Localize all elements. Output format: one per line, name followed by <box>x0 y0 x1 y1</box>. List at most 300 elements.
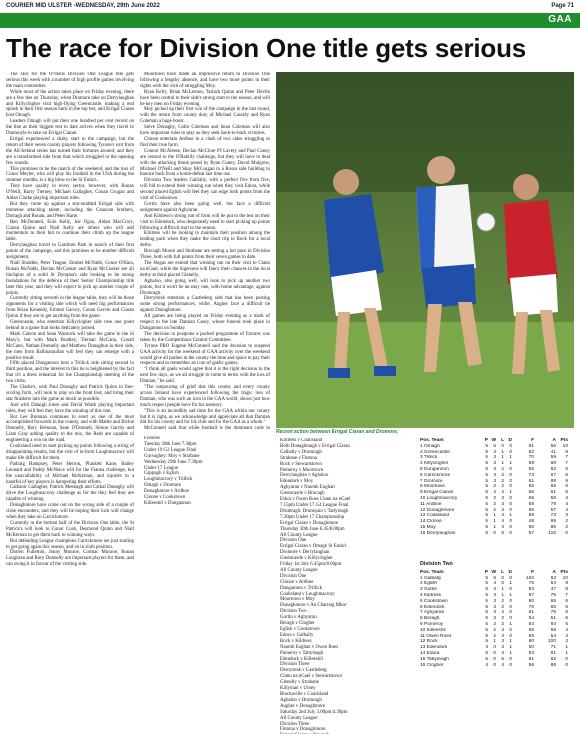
table-cell: 1 <box>501 461 504 467</box>
table-cell: 1 <box>509 592 512 598</box>
table-cell: 0 <box>493 530 496 536</box>
table-cell: 7 <box>565 461 568 467</box>
table-cell: 3 <box>493 592 496 598</box>
table-cell: 61 <box>528 478 534 484</box>
table-cell: 7 <box>565 592 568 598</box>
table-cell: 51 <box>550 616 556 622</box>
table-cell: 5 <box>493 443 496 449</box>
paragraph: Division Two leaders Galbally, with a perfect five from five, will bid to extend their winning run when they visit Edora, while second placed Eglish will feel they can edge both points from the visit of Cookstown. <box>140 178 270 202</box>
table-cell: 47 <box>550 587 556 593</box>
paragraph: "I think all gaels would agree that it is the right decision to the next few days, as we all struggle to come to terms with the loss of Damian," he said. <box>140 367 270 385</box>
paragraph: Division Three <box>280 721 310 727</box>
match-photo <box>276 72 574 428</box>
table-cell: 7 Dromore <box>420 478 443 484</box>
paragraph: Edendork v Killeeshil <box>280 656 323 662</box>
table-cell: 5 <box>485 478 488 484</box>
table-cell: 0 <box>509 507 512 513</box>
table-cell: 2 Greencastle <box>420 449 450 455</box>
paragraph: Brocagh Moore and Strabane are setting a hot pace in Division Three, both with full points from their seven games to date. <box>140 249 270 261</box>
paragraph: Omagh v Dromore <box>144 483 181 489</box>
table-cell: 60 <box>550 461 556 467</box>
paragraph: Loughmacrory v Trillick <box>144 477 193 483</box>
paragraph: All County League <box>280 567 318 573</box>
table-cell: 4 <box>493 449 496 455</box>
paragraph: Under 17 League <box>144 465 178 471</box>
table-cell: 5 <box>501 530 504 536</box>
table-cell: 3 <box>493 472 496 478</box>
table-cell: 1 <box>509 639 512 645</box>
table-cell: 0 <box>509 627 512 633</box>
table-cell: 0 <box>509 610 512 616</box>
table-cell: 61 <box>550 490 556 496</box>
table-cell: 0 <box>509 519 512 525</box>
paragraph: Edendork v Moy <box>280 479 314 485</box>
paragraph: While most of the action takes place on Friday evening, there are a few ties on Thursday, when Dromore take on Derrylaughan and Killyclogher visit high-flying Greencastle, making a real splash in their first season back in the top tier, and Errigal Ciaran host Omagh. <box>6 89 134 119</box>
table-cell: 57 <box>550 507 556 513</box>
table-cell: 5 <box>485 501 488 507</box>
table-cell: 5 <box>485 484 488 490</box>
table-cell: 3 <box>501 507 504 513</box>
article-column-1 <box>6 72 134 734</box>
paragraph: Eskra v Owen Roes Clann na nGael <box>280 497 351 503</box>
paragraph: They have quality in every sector, however, with Ronan O'Neill, Barry Tierney, Michael Gallagher, Conan Grugan and Aidan Clarke playing important roles. <box>6 184 134 202</box>
table-cell: 82 <box>550 656 556 662</box>
paragraph: Killyman v Urney <box>280 686 316 692</box>
table-cell: 5 <box>485 621 488 627</box>
table-cell: 0 <box>565 530 568 536</box>
table-cell: 0 <box>509 443 512 449</box>
paragraph: Kildress v Coalisland <box>280 438 323 443</box>
table-cell: 1 <box>565 650 568 656</box>
table-cell: 70 <box>528 455 534 461</box>
paragraph: The Clarke's, with Paul Donaghy and Patrick Quinn in fine-scoring form, will look to play on the front foot, and bring their star finishers into the game as much as possible. <box>6 385 134 402</box>
table-cell: 3 <box>493 616 496 622</box>
table-cell: 2 <box>501 472 504 478</box>
paragraph: Padraig Hampsey, Peter Herron, Plunkett Kane, Bailey Leonard and Paddy McNeice will for the Fianna challenge, but the unavailability of Michael McKernan, and injuries to a handful of key players is hampering their efforts. <box>6 461 134 485</box>
table-cell: 73 <box>550 513 556 519</box>
table-cell: 81 <box>528 610 534 616</box>
table-cell: 5 <box>485 466 488 472</box>
table-cell: 55 <box>528 633 534 639</box>
table-cell: 4 <box>501 662 504 668</box>
table-cell: W <box>491 569 496 575</box>
table-cell: 69 <box>550 478 556 484</box>
table-cell: 76 <box>528 604 534 610</box>
league-table-division-two <box>420 562 574 668</box>
paragraph: All County League <box>280 532 318 538</box>
table-cell: 4 Killyclogher <box>420 461 449 467</box>
paragraph: Beragh v Clogher <box>280 621 315 627</box>
table-cell: 41 <box>550 449 556 455</box>
table-cell: 0 <box>509 449 512 455</box>
table-cell: 6 Carrickmore <box>420 472 451 478</box>
table-cell: 1 <box>509 621 512 627</box>
paragraph: Moortown have made an impressive return to Division One following a lengthy absence, and have two more points in their sights with the visit of struggling Moy. <box>140 72 270 89</box>
masthead <box>6 0 574 11</box>
table-cell: 65 <box>550 484 556 490</box>
paragraph: Errigal Ciaran v Omagh St Enda's <box>280 544 347 550</box>
table-cell: 5 <box>485 656 488 662</box>
paragraph: Donaghmore v An Charraig Mhor <box>280 603 347 609</box>
paragraph: Tuesday 28th June 7.30pm <box>144 441 197 447</box>
paragraph: Aghyaran v Naomh Eoghan <box>280 485 335 491</box>
paragraph: Gortin v Aghyaran <box>280 615 317 621</box>
paragraph: Currently sitting seventh in the league table, they will be those opponents for a visiting side which will need big performances from Brian Kennedy, Emmet Garvey, Conan Gervin and Ciaran Quinn if they are to get anything from the game. <box>6 296 134 320</box>
table-cell: 8 <box>565 587 568 593</box>
paragraph: Leaders Omagh will put their one hundred per cent record on the line as their biggest test to date arrives when they travel to Dunmoyle to take on Errigal Ciaran. <box>6 119 134 137</box>
paragraph: Pomeroy v Tattyreagh <box>280 650 324 656</box>
table-cell: 3 <box>493 610 496 616</box>
table-cell: 2 <box>501 621 504 627</box>
paragraph: Killeeshil v Dungannon <box>144 500 191 506</box>
table-cell: 10 Killeeshil <box>420 627 446 633</box>
table-cell: F <box>531 569 534 575</box>
table-cell: 6 <box>565 604 568 610</box>
table-cell: 5 <box>485 507 488 513</box>
table-cell: 2 <box>501 598 504 604</box>
table-cell: 1 <box>509 581 512 587</box>
table-cell: 2 <box>501 610 504 616</box>
paragraph: Mark Carson and Sean Warnock will take the game to the St Mary's, but with Mark Bradley, Tiernan McCann, Conall McCann, Nathan Donnelly and Matthew Donaghue in their side, the men from Ballinamullan will feel they can emerge with a positive result. <box>6 331 134 361</box>
table-cell: 0 <box>501 443 504 449</box>
table-cell: 4 <box>485 662 488 668</box>
table-cell: 6 <box>565 598 568 604</box>
photo-caption: Recent action between Errigal Ciaran and Dromore. <box>276 429 399 435</box>
table-cell: 13 Edendork <box>420 645 448 651</box>
table-cell: 5 <box>565 490 568 496</box>
table-cell: 2 <box>501 616 504 622</box>
table-cell: 5 <box>485 610 488 616</box>
table-cell: 3 <box>493 461 496 467</box>
paragraph: But Lee Brennan continues to exert as one of the most accomplished forwards in the county, and with Mattie and Richie Donnelly, Rory Brennan, Sean O'Donnell, Simon Garrity and Liam Gray adding quality to the mix, the Reds are capable of engineering a win on the road. <box>6 414 134 444</box>
table-cell: 48 <box>528 519 534 525</box>
table-cell: F <box>531 438 534 443</box>
table-cell: 82 <box>528 449 534 455</box>
paragraph: Darren Fullerton, Jonny Munroe, Cormac Munroe, Ronan Loughran and Rory Donnelly are important players for them, and can swing it in favour of the visiting side. <box>6 550 134 568</box>
table-cell: 10 <box>562 575 568 581</box>
table-cell: Pts <box>560 438 568 443</box>
table-cell: 9 Errigal Ciaran <box>420 490 454 496</box>
paragraph: Dungannon v Trillick <box>280 585 323 591</box>
paragraph: And with Dalaigh Jones and David Walsh playing important roles, they will feel they have the winning of this one. <box>6 402 134 414</box>
table-cell: 2 <box>501 478 504 484</box>
table-cell: 11 Owen Roes <box>420 633 452 639</box>
paragraph: Fintona v Donaghmore <box>280 727 326 733</box>
table-cell: 15 Tattyreagh <box>420 656 449 662</box>
table-cell: 84 <box>528 587 534 593</box>
paragraph: Augher v Donaghmore <box>280 703 326 709</box>
paragraph: Cathaoir Gallagher, Patrick Meenagh and Cathal Donaghy will drive the Loughmacrory challenge as for the they feel they are capable of winning. <box>6 485 134 503</box>
table-cell: 10 <box>562 443 568 449</box>
table-cell: 3 <box>493 478 496 484</box>
paragraph: Kildress will be looking to maintain their position among the leading pack when they make the short trip to Rock for a local derby. <box>140 231 270 249</box>
fixtures-column <box>140 436 270 734</box>
paragraph: The race for the O'Neills Division One League title gets serious this week with a number of high profile games involving the main contenders. <box>6 72 134 89</box>
table-cell: 1 Omagh <box>420 443 440 449</box>
table-cell: 50 <box>528 645 534 651</box>
table-cell: 2 <box>493 484 496 490</box>
paragraph: Both Donaghmagh v Errigal Ciaran <box>280 443 350 449</box>
page-number: Page 71 <box>551 3 574 9</box>
paragraph: Clonoe v Ardboe <box>280 579 314 585</box>
table-cell: 2 <box>493 627 496 633</box>
paragraph: Division One <box>280 538 307 544</box>
table-cell: 0 <box>565 662 568 668</box>
paragraph: Gurvaghey: Moy v Strabane <box>144 453 200 459</box>
table-cell: 5 <box>485 461 488 467</box>
table-cell: 14 Clonoe <box>420 519 442 525</box>
table-cell: 14 Edora <box>420 650 440 656</box>
section-label: GAA <box>548 14 572 25</box>
table-cell: A <box>552 569 556 575</box>
table-cell: 3 <box>493 455 496 461</box>
league-table-division-one <box>420 438 574 537</box>
table-cell: Pts <box>560 569 568 575</box>
paragraph: Donaghmore have come out on the wrong side of a couple of close encounters, and they will be hoping their luck will change when they take on Carrickmore. <box>6 503 134 520</box>
table-cell: 69 <box>528 461 534 467</box>
table-cell: 1 <box>509 650 512 656</box>
table-cell: 5 <box>485 519 488 525</box>
paragraph: Coalisland v Loughmacrory <box>280 591 335 597</box>
paragraph: Rock v Stewartstown <box>280 461 322 467</box>
paragraph: Under 19 G2 League Final <box>144 447 197 453</box>
table-cell: 4 <box>501 524 504 530</box>
table-cell: 13 Coalisland <box>420 513 450 519</box>
table-cell: 56 <box>528 662 534 668</box>
paragraph: This promises to be the match of the weekend, and the loss of Conor Meyler, who will play his football in the USA during the summer months, is a big blow to the St Enda's. <box>6 166 134 184</box>
paragraph: "This is an incredibly sad time for the GAA within our county but it is right, as we acknowledge and appreciate all that Damian did for his county and for his club and for the GAA as a whole." <box>140 408 270 426</box>
table-title: Division Two <box>420 561 453 567</box>
table-cell: A <box>552 438 556 443</box>
table-cell: 2 <box>493 495 496 501</box>
paragraph: Derrytresk entertain a Castlederg side that has been posting some strong performances, while, Augher face a difficult tie against Donaghmore. <box>140 296 270 314</box>
article-column-2 <box>140 72 270 432</box>
table-cell: 4 <box>485 645 488 651</box>
paragraph: The Hogas are extend that winning run on their visit to Clann na nGael, while the Sigersons will fancy their chances in the local derby at third placed Glenelly. <box>140 261 270 278</box>
paragraph: Naomh Eoghan v Owen Roes <box>280 644 339 650</box>
table-cell: 7 Aghyaran <box>420 610 445 616</box>
paragraph: Eglish v Cookstown <box>280 627 320 632</box>
table-cell: 81 <box>550 650 556 656</box>
table-cell: 79 <box>550 501 556 507</box>
table-cell: 2 <box>501 466 504 472</box>
section-bar <box>0 13 580 28</box>
fixtures-column-2 <box>276 438 416 734</box>
paragraph: Thursday 30th June 6.45/8.00pm <box>280 526 345 532</box>
headline: The race for Division One title gets serious <box>6 33 527 63</box>
paragraph: Rock v Kildress <box>280 638 312 644</box>
table-cell: 5 <box>485 524 488 530</box>
table-cell: 3 <box>501 639 504 645</box>
table-cell: 3 <box>493 604 496 610</box>
table-cell: 4 <box>493 581 496 587</box>
paragraph: Division One <box>280 573 307 579</box>
table-cell: 5 <box>485 530 488 536</box>
table-cell: 5 <box>485 455 488 461</box>
paragraph <box>276 733 416 734</box>
masthead-issue: COURIER MID ULSTER -WEDNESDAY, 29th June 2022 <box>6 3 160 9</box>
table-cell: 1 <box>493 524 496 530</box>
table-cell: 5 <box>485 627 488 633</box>
table-cell: 59 <box>550 455 556 461</box>
table-cell: 73 <box>528 472 534 478</box>
table-cell: 3 <box>501 627 504 633</box>
table-cell: 55 <box>528 627 534 633</box>
table-cell: 6 <box>565 472 568 478</box>
table-cell: 2 <box>493 621 496 627</box>
table-cell: 12 Donaghmore <box>420 507 455 513</box>
table-cell: 2 <box>493 501 496 507</box>
paragraph: Saturday 2nd July 3.00pm/4.30pm <box>280 709 348 715</box>
table-cell: 62 <box>550 466 556 472</box>
paragraph: Strabane v Fintona <box>280 455 317 461</box>
paragraph: Galbally v Drumragh <box>280 449 322 455</box>
paragraph: But they come up against a star-studded Errigal side with immense attacking talent, including the Canavan brothers, Darragh and Ronan, and Peter Harte. <box>6 201 134 219</box>
paragraph: Division Two <box>280 609 307 615</box>
table-cell: 54 <box>528 616 534 622</box>
table-cell: 2 <box>493 633 496 639</box>
table-cell: 0 <box>509 587 512 593</box>
table-cell: 65 <box>528 484 534 490</box>
table-cell: 2 <box>493 507 496 513</box>
paragraph: Connor McAleese, Declan McClure PJ Lavery and Paul Coney are central to the O'Rahilly challenge, but they will have to deal with the attacking threat posed by Ryan Coney, David Mulgrew, Michael O'Neill and Shay McGuigan in a Rossa side building to bounce back from a home-defeat last time out. <box>140 148 270 178</box>
paragraph: All County League <box>280 715 318 721</box>
table-cell: 2 <box>501 490 504 496</box>
table-cell: 0 <box>493 656 496 662</box>
table-cell: 1 <box>493 513 496 519</box>
table-cell: 0 <box>565 656 568 662</box>
table-cell: 68 <box>550 604 556 610</box>
table-cell: 76 <box>528 581 534 587</box>
table-row <box>420 531 574 537</box>
paragraph: Moy picked up their first win of the campaign in the last round, with the return from county duty of Michael Cassidy and Ryan Coleman a huge boost. <box>140 107 270 125</box>
table-cell: 56 <box>528 524 534 530</box>
paragraph: The decision to postpone a packed programme of fixtures was taken by the Competitions Control Committee. <box>140 331 270 343</box>
table-cell: 0 <box>509 466 512 472</box>
table-cell: 7 <box>565 455 568 461</box>
paragraph: Aghaloo, also going well, will look to pick up another two points, but it won't be an easy one, with home advantage, against Drumragh. <box>140 278 270 296</box>
table-cell: 9 <box>565 581 568 587</box>
table-cell: 4 Kildress <box>420 592 442 598</box>
table-cell: 67 <box>550 472 556 478</box>
paragraph: Glenelly v Strabane <box>280 680 319 686</box>
table-cell: 0 <box>509 472 512 478</box>
table-cell: D <box>508 438 512 443</box>
paragraph: Greencastle, who entertain Killyclogher side rose one point behind in a game that looks delicately poised. <box>6 320 134 331</box>
table-cell: 58 <box>550 495 556 501</box>
table-cell: 0 <box>501 581 504 587</box>
table-cell: 5 <box>485 575 488 581</box>
paragraph: Fixtures <box>144 436 161 441</box>
table-cell: 1 <box>509 490 512 496</box>
table-cell: 1 <box>509 461 512 467</box>
paragraph: Edora v Galbally <box>280 632 314 638</box>
paragraph: Brackaville v Coalisland <box>280 691 329 697</box>
table-cell: 6 <box>565 478 568 484</box>
table-cell: 0 <box>509 633 512 639</box>
table-cell: L <box>501 438 504 443</box>
table-cell: 3 <box>565 513 568 519</box>
table-cell: 12 Rock <box>420 639 438 645</box>
table-cell: 4 <box>565 507 568 513</box>
paragraph: Dromore v Derrylaughan <box>280 550 330 556</box>
table-cell: 56 <box>528 507 534 513</box>
table-cell: 85 <box>550 524 556 530</box>
table-cell: 5 <box>485 592 488 598</box>
table-cell: D <box>508 569 512 575</box>
table-cell: 3 <box>493 598 496 604</box>
paragraph: Drumragh: Drumquin v Tattyreagh <box>280 508 349 514</box>
table-cell: 4 <box>493 587 496 593</box>
table-cell: 5 <box>485 598 488 604</box>
table-cell: 56 <box>550 443 556 449</box>
table-cell: 61 <box>528 656 534 662</box>
table-cell: 2 <box>565 519 568 525</box>
table-cell: 65 <box>550 598 556 604</box>
table-cell: 75 <box>550 592 556 598</box>
table-cell: 0 <box>509 530 512 536</box>
paragraph: Wednesday 29th June 7.30pm <box>144 459 203 465</box>
table-cell: 5 <box>485 449 488 455</box>
table-cell: 5 <box>485 495 488 501</box>
paragraph: Ben McDonnell, Eoin Kelly, Joe Oguz, Aidan MacCrory, Ciaran Quinn and Niall Kelly are others who will add momentum to their bid to continue their climb up the league table. <box>6 219 134 243</box>
table-cell: 3 <box>501 501 504 507</box>
table-cell: 5 <box>485 472 488 478</box>
table-cell: 1 <box>501 455 504 461</box>
table-cell: 5 <box>485 581 488 587</box>
table-cell: 0 <box>509 478 512 484</box>
table-cell: 0 <box>493 650 496 656</box>
table-cell: 3 <box>501 645 504 651</box>
table-cell: 100 <box>547 639 556 645</box>
table-cell: 0 <box>509 575 512 581</box>
table-cell: 16 Clogher <box>420 662 444 668</box>
table-cell: 5 Cookstown <box>420 598 448 604</box>
table-cell: 6 Edendork <box>420 604 445 610</box>
table-cell: 4 <box>501 519 504 525</box>
table-cell: 5 <box>485 604 488 610</box>
table-cell: 63 <box>550 575 556 581</box>
table-cell: 6 <box>565 610 568 616</box>
table-row <box>420 663 574 669</box>
table-cell: 8 Beragh <box>420 616 440 622</box>
table-cell: 16 Derrylaughan <box>420 530 456 536</box>
table-cell: 1 <box>493 639 496 645</box>
table-cell: 110 <box>548 530 556 536</box>
table-cell: 5 <box>485 650 488 656</box>
paragraph: Derrylaughan v Aghaloo <box>280 473 329 479</box>
table-cell: 3 <box>493 466 496 472</box>
paragraph: Aghaloo v Drumragh <box>280 697 322 703</box>
table-cell: 54 <box>550 633 556 639</box>
table-cell: 11 Ardboe <box>420 501 442 507</box>
paragraph: 7.15pm Under 17 G4 League Final <box>280 502 349 508</box>
paragraph: Pomeroy v Moortown <box>280 467 324 473</box>
table-cell: 58 <box>528 513 534 519</box>
paragraph: Ryan Kelly, Brian McLernon, Tarlach Quinn and Peter Devlin have been central to their side's strong start to the season, and will be key men on Friday evening. <box>140 89 270 107</box>
table-cell: 15 Moy <box>420 524 436 530</box>
paragraph: Errigal Ciaran v Donaghmore <box>280 520 339 526</box>
table-cell: 1 <box>509 455 512 461</box>
table-cell: 5 <box>485 513 488 519</box>
table-cell: 0 <box>509 598 512 604</box>
paragraph: Errigal experienced a shaky start to the campaign, but the return of their seven county players following Tyrone's exit from the All-Ireland series has turned their fortunes around, and they are a transformed side from that which struggled in the opening few rounds. <box>6 136 134 166</box>
paragraph: Clann na nGael v Stewartstown <box>280 674 342 680</box>
table-cell: 5 <box>565 621 568 627</box>
table-cell: 5 <box>485 633 488 639</box>
paragraph: Gortin have also been going well, but face a difficult assignment against Aghyaran. <box>140 201 270 213</box>
table-cell: 88 <box>550 662 556 668</box>
